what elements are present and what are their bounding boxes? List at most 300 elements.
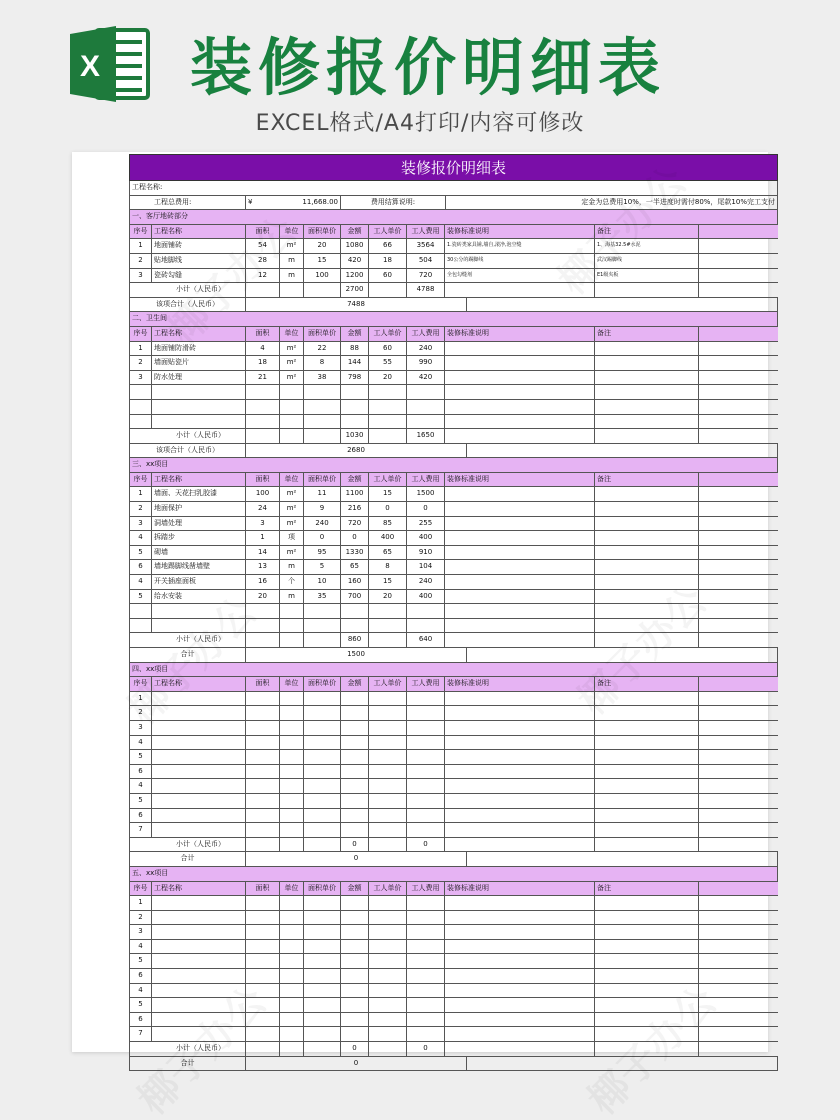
column-header[interactable]: 备注 [595, 882, 699, 896]
table-cell[interactable]: 16 [246, 575, 280, 589]
table-cell[interactable] [280, 736, 304, 750]
table-cell[interactable] [595, 575, 699, 589]
table-cell[interactable]: 15 [369, 575, 407, 589]
subtotal-labor[interactable]: 4788 [407, 283, 445, 297]
subtotal-amount[interactable]: 0 [341, 1042, 369, 1056]
table-cell[interactable]: 20 [369, 590, 407, 604]
column-header[interactable]: 面积单价 [304, 882, 341, 896]
table-cell[interactable] [304, 706, 341, 720]
table-cell[interactable]: 20 [246, 590, 280, 604]
table-cell[interactable] [246, 984, 280, 998]
table-cell[interactable] [246, 400, 280, 414]
table-cell[interactable] [341, 1027, 369, 1041]
table-cell[interactable] [595, 633, 699, 647]
table-cell[interactable]: 5 [130, 750, 152, 764]
section-total-label[interactable]: 该项合计（人民币） [130, 298, 246, 312]
table-cell[interactable]: 55 [369, 356, 407, 370]
table-cell[interactable] [246, 838, 280, 852]
table-cell[interactable] [595, 1042, 699, 1056]
table-cell[interactable] [595, 283, 699, 297]
table-cell[interactable] [369, 750, 407, 764]
table-cell[interactable]: 240 [407, 575, 445, 589]
table-cell[interactable]: 7 [130, 1027, 152, 1041]
table-cell[interactable] [595, 371, 699, 385]
table-cell[interactable] [304, 750, 341, 764]
table-cell[interactable]: m² [280, 342, 304, 356]
table-cell[interactable] [280, 721, 304, 735]
section-title[interactable]: 二、卫生间 [130, 312, 778, 326]
table-cell[interactable] [152, 765, 246, 779]
table-cell[interactable]: 7 [130, 823, 152, 837]
table-cell[interactable] [152, 619, 246, 633]
table-cell[interactable]: m [280, 269, 304, 283]
table-cell[interactable]: 2 [130, 706, 152, 720]
table-cell[interactable] [152, 415, 246, 429]
table-cell[interactable]: 11 [304, 487, 341, 501]
column-header[interactable]: 序号 [130, 677, 152, 691]
subtotal-label[interactable]: 小计（人民币） [130, 1042, 246, 1056]
table-cell[interactable]: 5 [304, 560, 341, 574]
column-header[interactable]: 装修标准说明 [445, 327, 595, 341]
subtotal-labor[interactable]: 1650 [407, 429, 445, 443]
table-cell[interactable] [341, 619, 369, 633]
section-title[interactable]: 三、xx项目 [130, 458, 778, 472]
column-header[interactable]: 序号 [130, 473, 152, 487]
table-cell[interactable] [595, 706, 699, 720]
table-cell[interactable]: 88 [341, 342, 369, 356]
table-cell[interactable] [246, 1042, 280, 1056]
table-cell[interactable] [369, 721, 407, 735]
table-cell[interactable] [445, 721, 595, 735]
table-cell[interactable] [445, 590, 595, 604]
table-cell[interactable]: 1.瓷砖类家具铺,墙自,滚净,泡空缝 [445, 239, 595, 253]
table-cell[interactable] [595, 356, 699, 370]
table-cell[interactable] [445, 517, 595, 531]
subtotal-label[interactable]: 小计（人民币） [130, 429, 246, 443]
table-cell[interactable]: 5 [130, 998, 152, 1012]
table-cell[interactable] [246, 779, 280, 793]
table-cell[interactable]: 2 [130, 356, 152, 370]
table-cell[interactable]: 5 [130, 590, 152, 604]
section-total-value[interactable]: 0 [246, 1057, 467, 1071]
table-cell[interactable]: m [280, 560, 304, 574]
table-cell[interactable]: 100 [304, 269, 341, 283]
table-cell[interactable] [280, 429, 304, 443]
table-cell[interactable]: 4 [130, 984, 152, 998]
table-cell[interactable] [246, 1027, 280, 1041]
table-cell[interactable] [246, 750, 280, 764]
table-cell[interactable] [152, 779, 246, 793]
table-cell[interactable] [246, 1013, 280, 1027]
table-cell[interactable]: 3 [130, 925, 152, 939]
table-cell[interactable] [280, 998, 304, 1012]
table-cell[interactable]: 3 [130, 721, 152, 735]
table-cell[interactable] [369, 429, 407, 443]
table-cell[interactable]: 15 [369, 487, 407, 501]
table-cell[interactable] [407, 1027, 445, 1041]
table-cell[interactable] [445, 896, 595, 910]
section-total-label[interactable]: 该项合计（人民币） [130, 444, 246, 458]
table-cell[interactable] [595, 925, 699, 939]
table-cell[interactable] [445, 736, 595, 750]
table-cell[interactable] [369, 765, 407, 779]
table-cell[interactable] [595, 400, 699, 414]
table-cell[interactable] [246, 283, 280, 297]
table-cell[interactable] [246, 896, 280, 910]
table-cell[interactable] [246, 619, 280, 633]
column-header[interactable]: 装修标准说明 [445, 677, 595, 691]
table-cell[interactable]: m² [280, 487, 304, 501]
table-cell[interactable]: 60 [369, 342, 407, 356]
column-header[interactable]: 金额 [341, 327, 369, 341]
table-cell[interactable] [304, 400, 341, 414]
table-cell[interactable]: 4 [130, 940, 152, 954]
table-cell[interactable] [369, 415, 407, 429]
table-cell[interactable] [130, 400, 152, 414]
table-cell[interactable]: 1 [130, 239, 152, 253]
subtotal-amount[interactable]: 1030 [341, 429, 369, 443]
table-cell[interactable] [246, 925, 280, 939]
table-cell[interactable] [341, 400, 369, 414]
subtotal-labor[interactable]: 640 [407, 633, 445, 647]
table-cell[interactable]: 1 [130, 896, 152, 910]
table-cell[interactable] [407, 779, 445, 793]
table-cell[interactable] [595, 502, 699, 516]
table-cell[interactable]: 216 [341, 502, 369, 516]
subtotal-label[interactable]: 小计（人民币） [130, 283, 246, 297]
column-header[interactable]: 备注 [595, 473, 699, 487]
table-cell[interactable] [595, 911, 699, 925]
table-cell[interactable] [246, 823, 280, 837]
table-cell[interactable] [369, 385, 407, 399]
table-cell[interactable] [407, 823, 445, 837]
table-cell[interactable] [280, 750, 304, 764]
table-cell[interactable] [246, 940, 280, 954]
project-name-label[interactable]: 工程名称: [130, 181, 778, 195]
table-cell[interactable]: 4 [130, 575, 152, 589]
column-header[interactable]: 面积单价 [304, 225, 341, 239]
table-cell[interactable] [445, 809, 595, 823]
table-cell[interactable] [595, 896, 699, 910]
table-cell[interactable] [246, 721, 280, 735]
table-cell[interactable] [407, 604, 445, 618]
table-cell[interactable] [304, 925, 341, 939]
section-total-label[interactable]: 合计 [130, 1057, 246, 1071]
table-cell[interactable] [246, 415, 280, 429]
column-header[interactable]: 工程名称 [152, 225, 246, 239]
table-cell[interactable] [152, 750, 246, 764]
table-cell[interactable]: 240 [407, 342, 445, 356]
column-header[interactable]: 工程名称 [152, 677, 246, 691]
table-cell[interactable]: 0 [304, 531, 341, 545]
table-cell[interactable] [445, 356, 595, 370]
column-header[interactable]: 装修标准说明 [445, 882, 595, 896]
table-cell[interactable]: 18 [369, 254, 407, 268]
column-header[interactable]: 序号 [130, 327, 152, 341]
column-header[interactable]: 单位 [280, 225, 304, 239]
table-cell[interactable]: 4 [130, 531, 152, 545]
table-cell[interactable]: 18 [246, 356, 280, 370]
table-cell[interactable] [304, 429, 341, 443]
table-cell[interactable] [407, 969, 445, 983]
table-cell[interactable] [152, 604, 246, 618]
table-cell[interactable] [595, 429, 699, 443]
table-cell[interactable] [304, 969, 341, 983]
table-cell[interactable] [595, 531, 699, 545]
table-cell[interactable] [407, 415, 445, 429]
table-cell[interactable] [595, 809, 699, 823]
table-cell[interactable] [152, 1013, 246, 1027]
table-cell[interactable]: 5 [130, 546, 152, 560]
table-cell[interactable] [407, 692, 445, 706]
table-cell[interactable] [407, 998, 445, 1012]
table-cell[interactable] [280, 400, 304, 414]
table-cell[interactable]: 504 [407, 254, 445, 268]
table-cell[interactable] [130, 385, 152, 399]
table-cell[interactable] [304, 911, 341, 925]
table-cell[interactable] [280, 385, 304, 399]
table-cell[interactable]: 20 [304, 239, 341, 253]
column-header[interactable]: 工人单价 [369, 225, 407, 239]
table-cell[interactable] [445, 619, 595, 633]
table-cell[interactable] [445, 342, 595, 356]
table-cell[interactable] [407, 925, 445, 939]
table-cell[interactable]: 6 [130, 1013, 152, 1027]
table-cell[interactable] [407, 896, 445, 910]
table-cell[interactable] [445, 838, 595, 852]
table-cell[interactable] [595, 794, 699, 808]
table-cell[interactable] [280, 969, 304, 983]
table-cell[interactable] [341, 721, 369, 735]
table-cell[interactable] [595, 779, 699, 793]
table-cell[interactable] [445, 911, 595, 925]
table-cell[interactable]: 400 [407, 590, 445, 604]
table-cell[interactable]: 22 [304, 342, 341, 356]
table-cell[interactable] [304, 633, 341, 647]
table-cell[interactable] [369, 969, 407, 983]
table-cell[interactable] [152, 692, 246, 706]
table-cell[interactable]: 瓷砖勾缝 [152, 269, 246, 283]
table-cell[interactable]: 24 [246, 502, 280, 516]
column-header[interactable]: 单位 [280, 473, 304, 487]
table-cell[interactable] [341, 823, 369, 837]
table-cell[interactable] [304, 940, 341, 954]
table-cell[interactable] [407, 721, 445, 735]
table-cell[interactable] [445, 546, 595, 560]
table-cell[interactable] [369, 911, 407, 925]
table-cell[interactable]: 700 [341, 590, 369, 604]
table-cell[interactable] [445, 925, 595, 939]
column-header[interactable]: 工人单价 [369, 677, 407, 691]
table-cell[interactable] [304, 736, 341, 750]
table-cell[interactable] [369, 400, 407, 414]
table-cell[interactable] [445, 765, 595, 779]
column-header[interactable]: 装修标准说明 [445, 473, 595, 487]
table-cell[interactable] [595, 385, 699, 399]
table-cell[interactable] [304, 765, 341, 779]
table-cell[interactable] [595, 560, 699, 574]
table-cell[interactable] [130, 619, 152, 633]
table-cell[interactable] [341, 385, 369, 399]
table-cell[interactable]: 15 [304, 254, 341, 268]
table-cell[interactable] [369, 838, 407, 852]
table-cell[interactable] [467, 1057, 778, 1071]
table-cell[interactable] [595, 1013, 699, 1027]
table-cell[interactable] [341, 969, 369, 983]
table-cell[interactable]: 3 [130, 371, 152, 385]
table-cell[interactable]: 66 [369, 239, 407, 253]
table-cell[interactable]: 3 [246, 517, 280, 531]
table-cell[interactable] [304, 1013, 341, 1027]
table-cell[interactable] [407, 1013, 445, 1027]
table-cell[interactable] [369, 1027, 407, 1041]
column-header[interactable]: 工人单价 [369, 473, 407, 487]
table-cell[interactable]: 990 [407, 356, 445, 370]
table-cell[interactable]: 65 [369, 546, 407, 560]
table-cell[interactable]: 910 [407, 546, 445, 560]
table-cell[interactable] [246, 633, 280, 647]
table-cell[interactable] [304, 604, 341, 618]
column-header[interactable]: 单位 [280, 882, 304, 896]
table-cell[interactable]: 拆踏步 [152, 531, 246, 545]
table-cell[interactable] [246, 429, 280, 443]
table-cell[interactable]: 1 [130, 692, 152, 706]
table-cell[interactable]: 1100 [341, 487, 369, 501]
table-cell[interactable]: m² [280, 546, 304, 560]
table-cell[interactable]: m [280, 590, 304, 604]
table-cell[interactable] [445, 779, 595, 793]
table-cell[interactable]: 2 [130, 254, 152, 268]
table-cell[interactable] [280, 954, 304, 968]
table-cell[interactable]: 2 [130, 911, 152, 925]
table-cell[interactable]: m² [280, 502, 304, 516]
table-cell[interactable]: 21 [246, 371, 280, 385]
table-cell[interactable]: 1 [246, 531, 280, 545]
table-cell[interactable] [407, 765, 445, 779]
table-cell[interactable]: 4 [246, 342, 280, 356]
table-cell[interactable]: 240 [304, 517, 341, 531]
table-cell[interactable]: 地面保护 [152, 502, 246, 516]
table-cell[interactable] [407, 385, 445, 399]
subtotal-labor[interactable]: 0 [407, 1042, 445, 1056]
table-cell[interactable]: 144 [341, 356, 369, 370]
section-title[interactable]: 一、客厅地砖部分 [130, 210, 778, 224]
table-cell[interactable] [407, 619, 445, 633]
table-cell[interactable]: 10 [304, 575, 341, 589]
table-cell[interactable] [445, 969, 595, 983]
table-cell[interactable]: 1200 [341, 269, 369, 283]
column-header[interactable]: 面积 [246, 473, 280, 487]
table-cell[interactable] [595, 750, 699, 764]
table-cell[interactable]: 防水处理 [152, 371, 246, 385]
table-cell[interactable] [341, 692, 369, 706]
table-cell[interactable] [341, 954, 369, 968]
total-cost-value[interactable] [246, 196, 341, 210]
column-header[interactable]: 工程名称 [152, 882, 246, 896]
table-cell[interactable] [152, 721, 246, 735]
section-total-value[interactable]: 2680 [246, 444, 467, 458]
table-cell[interactable] [246, 809, 280, 823]
table-cell[interactable]: 4 [130, 736, 152, 750]
table-cell[interactable] [280, 692, 304, 706]
table-cell[interactable]: 28 [246, 254, 280, 268]
table-cell[interactable] [304, 954, 341, 968]
column-header[interactable]: 金额 [341, 882, 369, 896]
table-cell[interactable] [341, 809, 369, 823]
table-cell[interactable] [246, 998, 280, 1012]
table-cell[interactable] [445, 692, 595, 706]
table-cell[interactable]: 6 [130, 969, 152, 983]
table-cell[interactable] [369, 998, 407, 1012]
column-header[interactable]: 备注 [595, 677, 699, 691]
column-header[interactable]: 序号 [130, 225, 152, 239]
table-cell[interactable]: 3 [130, 517, 152, 531]
column-header[interactable]: 备注 [595, 327, 699, 341]
table-cell[interactable] [304, 823, 341, 837]
table-cell[interactable] [595, 590, 699, 604]
table-cell[interactable]: 0 [341, 531, 369, 545]
table-cell[interactable] [130, 415, 152, 429]
table-cell[interactable] [341, 750, 369, 764]
subtotal-label[interactable]: 小计（人民币） [130, 838, 246, 852]
table-cell[interactable] [595, 604, 699, 618]
table-cell[interactable] [130, 604, 152, 618]
table-cell[interactable]: 墙面贴瓷片 [152, 356, 246, 370]
table-cell[interactable]: 8 [369, 560, 407, 574]
table-cell[interactable]: 1500 [407, 487, 445, 501]
table-cell[interactable] [152, 896, 246, 910]
table-cell[interactable] [467, 444, 778, 458]
table-cell[interactable] [341, 896, 369, 910]
table-cell[interactable]: m [280, 254, 304, 268]
table-cell[interactable] [595, 998, 699, 1012]
column-header[interactable]: 工人费用 [407, 882, 445, 896]
table-cell[interactable] [304, 385, 341, 399]
table-cell[interactable] [369, 954, 407, 968]
column-header[interactable]: 备注 [595, 225, 699, 239]
table-cell[interactable] [152, 794, 246, 808]
table-cell[interactable] [246, 604, 280, 618]
table-cell[interactable] [445, 283, 595, 297]
subtotal-label[interactable]: 小计（人民币） [130, 633, 246, 647]
table-cell[interactable]: 4 [130, 779, 152, 793]
table-cell[interactable] [445, 998, 595, 1012]
table-cell[interactable] [341, 911, 369, 925]
table-cell[interactable]: 洞墙处理 [152, 517, 246, 531]
table-cell[interactable] [304, 415, 341, 429]
table-cell[interactable] [445, 823, 595, 837]
table-cell[interactable] [280, 283, 304, 297]
column-header[interactable]: 金额 [341, 677, 369, 691]
table-cell[interactable] [341, 736, 369, 750]
table-cell[interactable] [407, 911, 445, 925]
table-cell[interactable] [445, 984, 595, 998]
table-cell[interactable] [246, 911, 280, 925]
table-cell[interactable] [341, 925, 369, 939]
table-cell[interactable]: 6 [130, 765, 152, 779]
table-cell[interactable] [595, 415, 699, 429]
column-header[interactable]: 工人费用 [407, 677, 445, 691]
table-cell[interactable] [369, 692, 407, 706]
table-cell[interactable]: 1、海基32.5#水泥 [595, 239, 699, 253]
table-cell[interactable] [369, 809, 407, 823]
table-cell[interactable] [280, 415, 304, 429]
table-cell[interactable]: 贴地脚线 [152, 254, 246, 268]
section-title[interactable]: 五、xx项目 [130, 867, 778, 881]
table-cell[interactable] [369, 779, 407, 793]
table-cell[interactable] [595, 721, 699, 735]
table-cell[interactable]: 地面铺砖 [152, 239, 246, 253]
